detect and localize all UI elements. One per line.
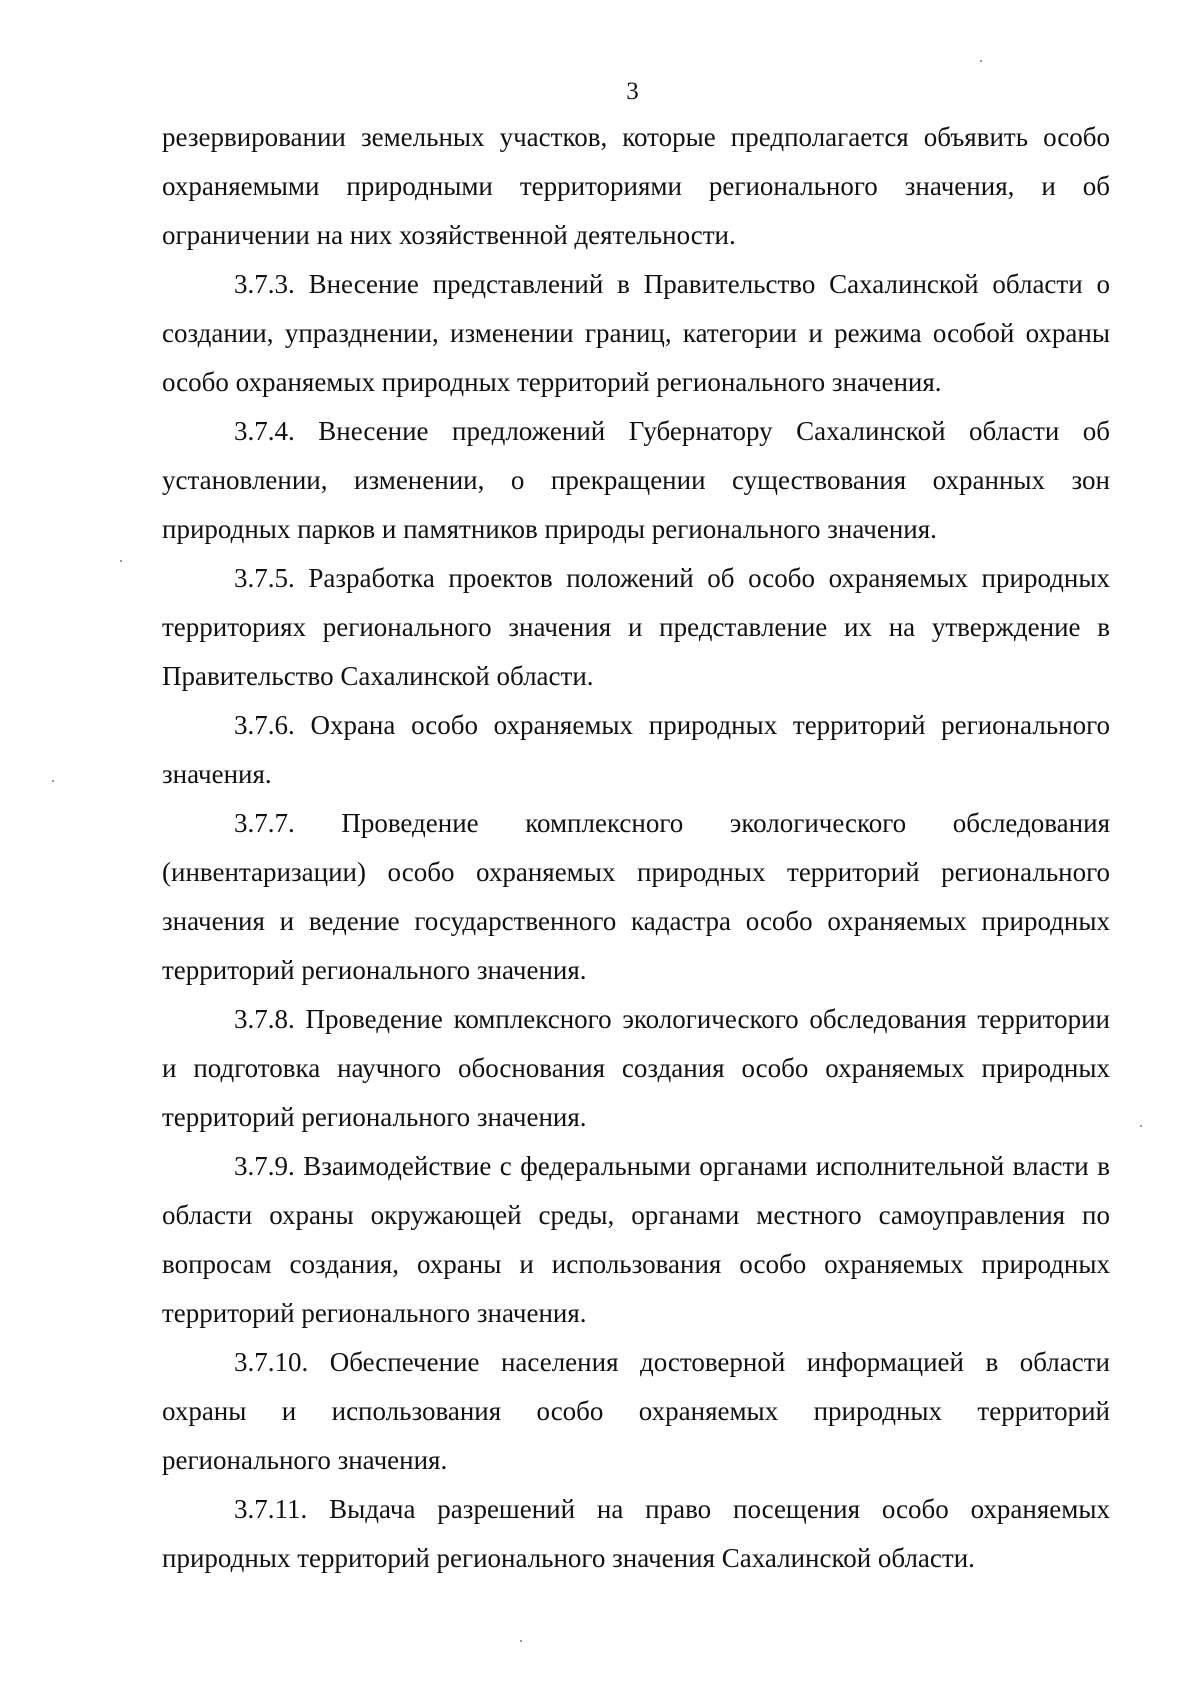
scan-speck: [1140, 1125, 1142, 1127]
paragraph-3-7-5: 3.7.5. Разработка проектов положений об особо охраняемых природных территориях регионального значения и представление их на утверждение в Правительство Сахалинской области.: [162, 563, 1110, 691]
scan-speck: [980, 60, 982, 62]
scan-speck: [52, 780, 54, 782]
paragraph-3-7-10: 3.7.10. Обеспечение населения достоверной информацией в области охраны и использования особо охраняемых природных территорий регионального значения.: [162, 1347, 1110, 1475]
paragraph-3-7-4: 3.7.4. Внесение предложений Губернатору Сахалинской области об установлении, изменении, о прекращении существования охранных зон природных парков и памятников природы регионального значения.: [162, 416, 1110, 544]
page-number: 3: [626, 78, 639, 105]
paragraph-3-7-6: 3.7.6. Охрана особо охраняемых природных территорий регионального значения.: [162, 710, 1110, 789]
scan-speck: [520, 1640, 522, 1642]
paragraph-3-7-9: 3.7.9. Взаимодействие с федеральными органами исполнительной власти в области охраны окружающей среды, органами местного самоуправления по вопросам создания, охраны и использования особо охраняемых природных территорий регионального значения.: [162, 1151, 1110, 1328]
paragraph-3-7-3: 3.7.3. Внесение представлений в Правительство Сахалинской области о создании, упразднении, изменении границ, категории и режима особой охраны особо охраняемых природных территорий регионального значения.: [162, 269, 1110, 397]
paragraph-3-7-8: 3.7.8. Проведение комплексного экологического обследования территории и подготовка научного обоснования создания особо охраняемых природных территорий регионального значения.: [162, 1004, 1110, 1132]
paragraph-3-7-7: 3.7.7. Проведение комплексного экологического обследования (инвентаризации) особо охраняемых природных территорий регионального значения и ведение государственного кадастра особо охраняемых природных территорий регионального значения.: [162, 808, 1110, 985]
paragraph-intro-continuation: резервировании земельных участков, которые предполагается объявить особо охраняемыми природными территориями регионального значения, и об ограничении на них хозяйственной деятельности.: [162, 122, 1110, 250]
paragraph-3-7-11: 3.7.11. Выдача разрешений на право посещения особо охраняемых природных территорий регионального значения Сахалинской области.: [162, 1494, 1110, 1573]
document-body: [162, 113, 1110, 1583]
scan-speck: [120, 560, 122, 562]
